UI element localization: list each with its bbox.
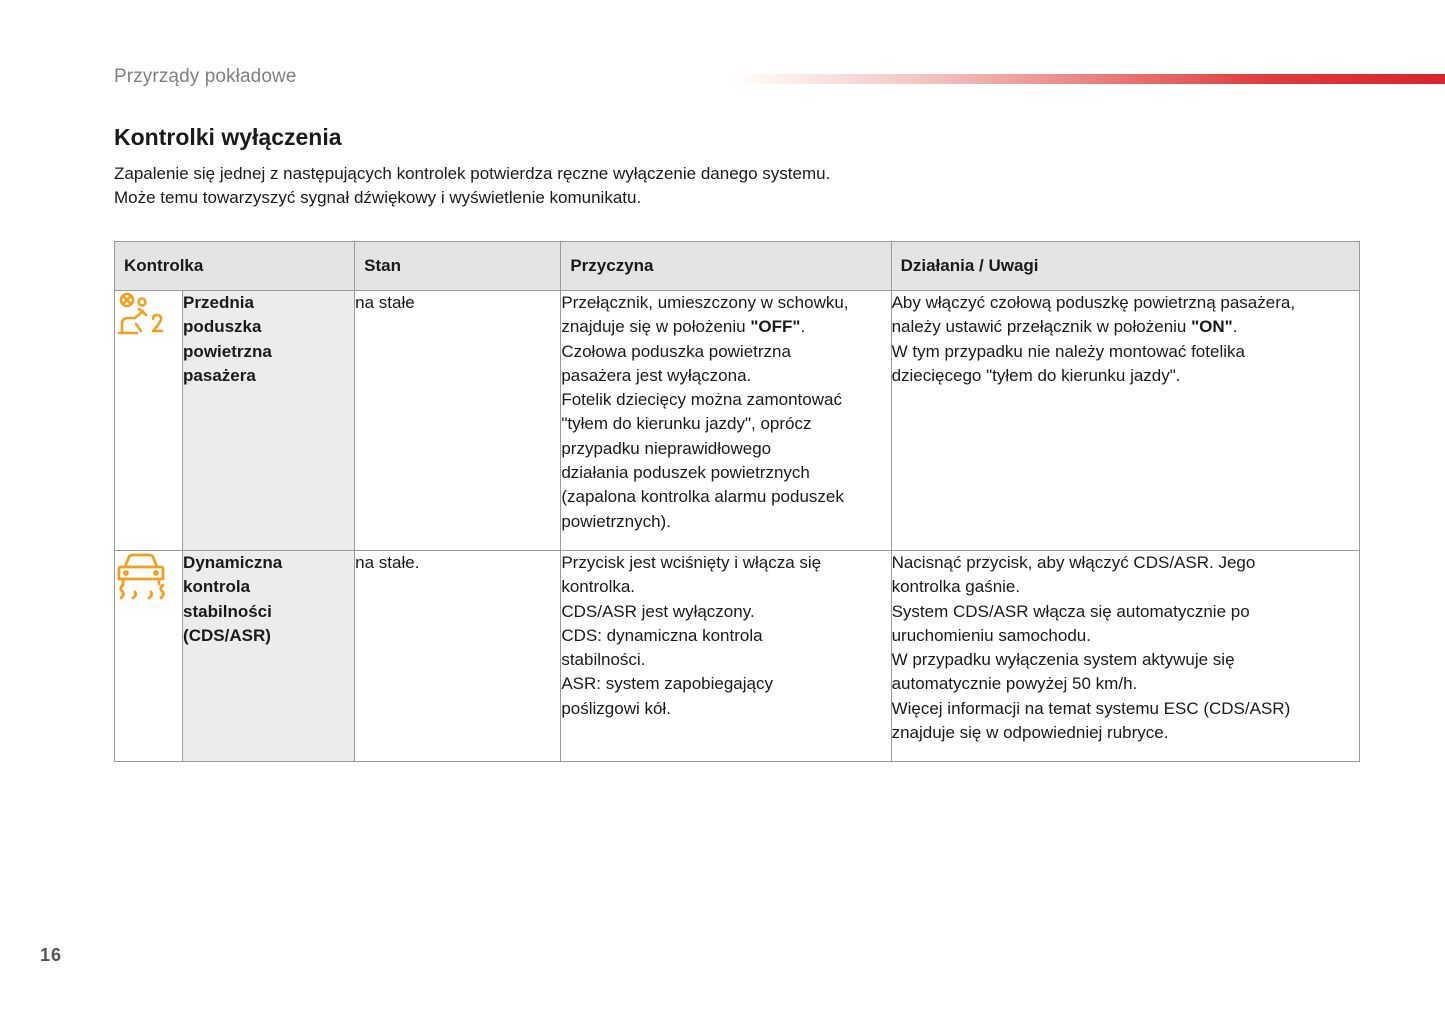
action-line: dziecięcego "tyłem do kierunku jazdy". xyxy=(891,365,1181,385)
action-text: należy ustawić przełącznik w położeniu xyxy=(891,317,1192,337)
action-line: kontrolka gaśnie. xyxy=(891,577,1021,597)
action-line: znajduje się w odpowiedniej rubryce. xyxy=(891,723,1169,743)
intro-line: Zapalenie się jednej z następujących kontrolek potwierdza ręczne wyłączenie danego systemu. xyxy=(114,164,831,183)
indicator-icon-cell xyxy=(115,291,183,551)
switch-off-value: "OFF" xyxy=(750,317,801,337)
action-line: uruchomieniu samochodu. xyxy=(891,625,1091,645)
cause-line: Fotelik dziecięcy można zamontować xyxy=(561,390,842,410)
cause-line: powietrznych). xyxy=(561,511,671,531)
indicator-name-line: kontrola xyxy=(183,577,251,597)
cause-line: "tyłem do kierunku jazdy", oprócz xyxy=(561,414,812,434)
header-indicator: Kontrolka xyxy=(115,242,355,291)
indicator-name-line: (CDS/ASR) xyxy=(183,625,271,645)
intro-text xyxy=(114,162,830,210)
header-action: Działania / Uwagi xyxy=(891,242,1359,291)
cause-line: (zapalona kontrolka alarmu poduszek xyxy=(561,487,844,507)
page-number: 16 xyxy=(40,945,63,965)
cause-line: Przełącznik, umieszczony w schowku, xyxy=(561,293,849,312)
table-header-row xyxy=(115,242,1360,291)
action-line: Więcej informacji na temat systemu ESC (CDS/ASR) xyxy=(891,698,1291,718)
action-line: System CDS/ASR włącza się automatycznie po xyxy=(891,601,1250,621)
action-line: W tym przypadku nie należy montować fotelika xyxy=(891,341,1245,361)
indicator-name-line: Przednia xyxy=(183,293,254,312)
cause-line: przypadku nieprawidłowego xyxy=(561,438,772,458)
cause-line: Przycisk jest wciśnięty i włącza się xyxy=(561,553,822,572)
switch-on-value: "ON" xyxy=(1191,317,1233,337)
indicator-name-line: Dynamiczna xyxy=(183,553,283,572)
indicator-name-line: stabilności xyxy=(183,601,272,621)
state-cell: na stałe. xyxy=(355,551,561,762)
indicator-name-cell xyxy=(183,551,355,762)
cause-text: . xyxy=(800,317,806,337)
action-line: Aby włączyć czołową poduszkę powietrzną pasażera, xyxy=(891,293,1296,312)
cause-line: stabilności. xyxy=(561,650,646,670)
cause-line xyxy=(561,315,890,339)
cause-line: Czołowa poduszka powietrzna xyxy=(561,341,791,361)
action-text: . xyxy=(1232,317,1238,337)
action-cell xyxy=(891,291,1359,551)
cause-text: znajduje się w położeniu xyxy=(561,317,751,337)
warning-lights-table xyxy=(114,241,1360,762)
table-row xyxy=(115,551,1360,762)
state-cell: na stałe xyxy=(355,291,561,551)
action-line xyxy=(892,315,1359,339)
cause-line: kontrolka. xyxy=(561,577,636,597)
header-accent-bar xyxy=(730,74,1445,84)
indicator-icon-cell xyxy=(115,551,183,762)
cause-line: CDS: dynamiczna kontrola xyxy=(561,625,763,645)
cause-line: działania poduszek powietrznych xyxy=(561,463,810,483)
stability-control-off-icon xyxy=(115,586,167,605)
section-title: Przyrządy pokładowe xyxy=(114,66,297,87)
indicator-name-line: pasażera xyxy=(183,365,256,385)
header-state: Stan xyxy=(355,242,561,291)
cause-cell xyxy=(561,291,891,551)
indicator-name-line: poduszka xyxy=(183,317,262,337)
table-row xyxy=(115,291,1360,551)
page-heading: Kontrolki wyłączenia xyxy=(114,124,342,150)
cause-line: poślizgowi kół. xyxy=(561,698,671,718)
action-line: automatycznie powyżej 50 km/h. xyxy=(891,674,1138,694)
cause-line: pasażera jest wyłączona. xyxy=(561,365,752,385)
header-cause: Przyczyna xyxy=(561,242,891,291)
indicator-name-cell xyxy=(183,291,355,551)
cause-line: ASR: system zapobiegający xyxy=(561,674,773,694)
indicator-name-line: powietrzna xyxy=(183,341,272,361)
action-cell xyxy=(891,551,1359,762)
cause-cell xyxy=(561,551,891,762)
action-line: Nacisnąć przycisk, aby włączyć CDS/ASR. Jego xyxy=(891,553,1256,572)
intro-line: Może temu towarzyszyć sygnał dźwiękowy i wyświetlenie komunikatu. xyxy=(114,188,642,207)
action-line: W przypadku wyłączenia system aktywuje się xyxy=(891,650,1235,670)
cause-line: CDS/ASR jest wyłączony. xyxy=(561,601,755,621)
passenger-airbag-off-icon xyxy=(115,322,167,341)
